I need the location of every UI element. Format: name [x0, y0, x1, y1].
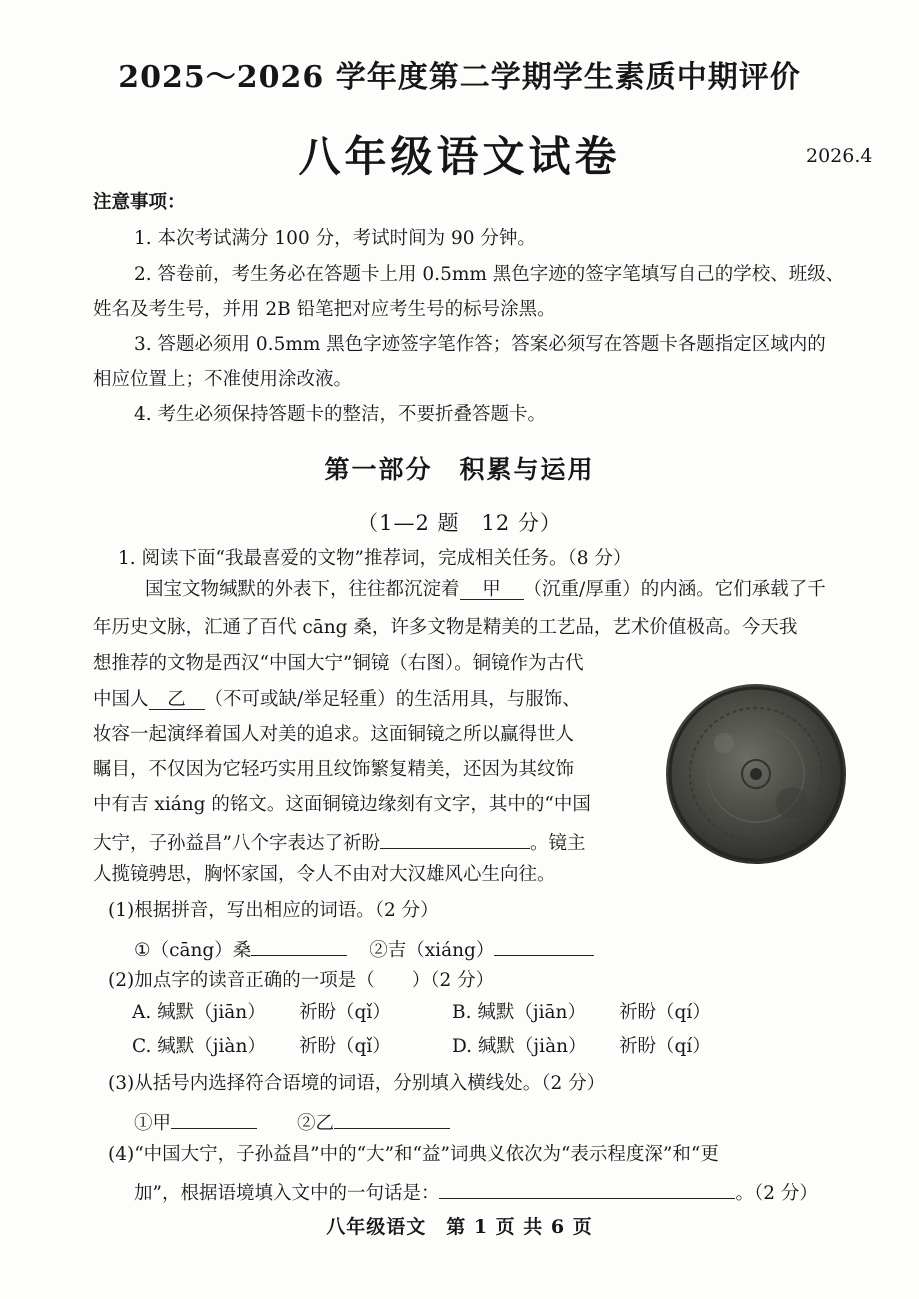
passage-line-9: 人揽镜骋思，胸怀家国，令人不由对大汉雄风心生向往。: [93, 864, 556, 885]
notice-item-3-line-2: 相应位置上；不准使用涂改液。: [93, 369, 353, 390]
answer-field-xiang[interactable]: [494, 933, 594, 956]
passage-text: 国宝文物缄默的外表下，往往都沉淀着: [145, 579, 460, 600]
subquestion-3: (3)从括号内选择符合语境的词语，分别填入横线处。（2 分）: [108, 1073, 606, 1094]
passage-text: （不可或缺/举足轻重）的生活用具，与服饰、: [204, 689, 581, 710]
blank-yi: 乙: [149, 687, 205, 710]
blank-hope[interactable]: [380, 826, 530, 849]
passage-text: 大宁，子孙益昌”八个字表达了祈盼: [93, 833, 380, 854]
option-b-word[interactable]: B. 缄默（jiān）: [452, 1002, 586, 1023]
answer-field-jia[interactable]: [171, 1106, 257, 1129]
option-c-word-2: 祈盼（qǐ）: [299, 1036, 391, 1057]
passage-line-1: [145, 577, 826, 603]
option-d-word[interactable]: D. 缄默（jiàn）: [452, 1036, 587, 1057]
part-one-subtitle: （1—2 题 12 分）: [357, 511, 562, 535]
sub1-item-a: ①（cāng）桑: [134, 940, 252, 961]
option-a-word[interactable]: A. 缄默（jiān）: [132, 1002, 266, 1023]
subquestion-1: (1)根据拼音，写出相应的词语。（2 分）: [108, 900, 439, 921]
notice-item-2-line-2: 姓名及考生号，并用 2B 铅笔把对应考生号的标号涂黑。: [93, 299, 556, 320]
sub1-item-b: ②吉（xiáng）: [369, 940, 495, 961]
part-one-title: 第一部分 积累与运用: [324, 455, 595, 484]
bronze-mirror-image: [652, 683, 860, 865]
notice-item-4: 4. 考生必须保持答题卡的整洁，不要折叠答题卡。: [134, 404, 547, 425]
option-a-word-2: 祈盼（qǐ）: [299, 1002, 391, 1023]
exam-date: 2026.4: [806, 145, 873, 167]
sub3-item-b: ②乙: [297, 1113, 335, 1134]
subquestion-2: (2)加点字的读音正确的一项是（ ）（2 分）: [108, 970, 495, 991]
subquestion-3-answers: [134, 1106, 450, 1137]
passage-line-4: [93, 687, 581, 713]
notice-item-3-line-1: 3. 答题必须用 0.5mm 黑色字迹签字笔作答；答案必须写在答题卡各题指定区域内的: [134, 334, 826, 355]
exam-subject-title: 八年级语文试卷: [298, 132, 621, 181]
passage-line-3: 想推荐的文物是西汉“中国大宁”铜镜（右图）。铜镜作为古代: [93, 653, 584, 674]
passage-text: 中国人: [93, 689, 149, 710]
passage-line-2: 年历史文脉，汇通了百代 cāng 桑，许多文物是精美的工艺品，艺术价值极高。今天我: [93, 617, 798, 638]
sub4-score: 。（2 分）: [735, 1183, 818, 1204]
answer-field-yi[interactable]: [334, 1106, 450, 1129]
subquestion-1-answers: [134, 933, 594, 964]
passage-line-7: 中有吉 xiáng 的铭文。这面铜镜边缘刻有文字，其中的“中国: [93, 794, 591, 815]
passage-line-6: 瞩目，不仅因为它轻巧实用且纹饰繁复精美，还因为其纹饰: [93, 759, 575, 780]
notice-item-1: 1. 本次考试满分 100 分，考试时间为 90 分钟。: [134, 228, 536, 249]
option-d-word-2: 祈盼（qí）: [619, 1036, 711, 1057]
passage-text: （沉重/厚重）的内涵。它们承载了千: [523, 579, 826, 600]
passage-text: 。镜主: [529, 833, 586, 854]
answer-field-sentence[interactable]: [439, 1176, 735, 1199]
sub3-item-a: ①甲: [134, 1113, 172, 1134]
question-1-stem: 1. 阅读下面“我最喜爱的文物”推荐词，完成相关任务。（8 分）: [118, 548, 632, 569]
page-footer: 八年级语文 第 1 页 共 6 页: [326, 1216, 593, 1238]
subquestion-4-line-2: [134, 1176, 818, 1207]
notice-item-2-line-1: 2. 答卷前，考生务必在答题卡上用 0.5mm 黑色字迹的签字笔填写自己的学校、班级、: [134, 264, 845, 285]
subquestion-4-line-1: (4)“中国大宁，子孙益昌”中的“大”和“益”词典义依次为“表示程度深”和“更: [108, 1144, 719, 1165]
blank-jia: 甲: [460, 577, 524, 600]
option-c-word[interactable]: C. 缄默（jiàn）: [132, 1036, 266, 1057]
passage-line-5: 妆容一起演绎着国人对美的追求。这面铜镜之所以赢得世人: [93, 724, 575, 745]
option-b-word-2: 祈盼（qí）: [619, 1002, 711, 1023]
passage-line-8: [93, 826, 585, 857]
sub4-text: 加”，根据语境填入文中的一句话是：: [134, 1183, 440, 1204]
notice-heading: 注意事项：: [93, 192, 186, 213]
answer-field-cang[interactable]: [251, 933, 347, 956]
exam-header-title: 2025～2026 学年度第二学期学生素质中期评价: [118, 60, 801, 95]
